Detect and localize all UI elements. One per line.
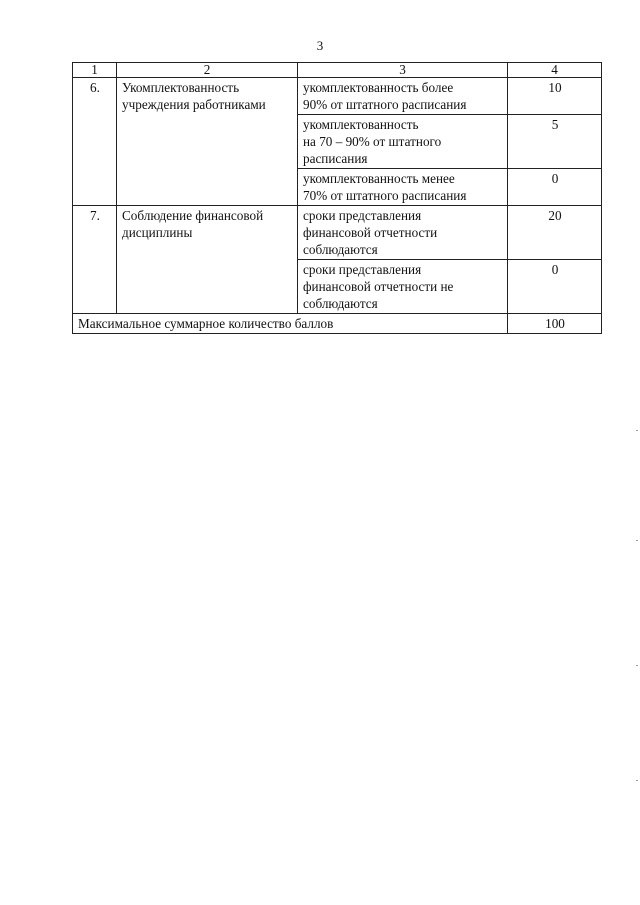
condition-score: 5 bbox=[508, 115, 602, 169]
row-number: 6. bbox=[73, 78, 117, 206]
header-col-1: 1 bbox=[73, 63, 117, 78]
header-col-2: 2 bbox=[117, 63, 298, 78]
criterion-name: Укомплектованность учреждения работниками bbox=[117, 78, 298, 206]
table-row bbox=[73, 206, 602, 260]
criteria-table bbox=[72, 62, 602, 334]
scan-edge-mark bbox=[636, 540, 638, 541]
header-col-3: 3 bbox=[298, 63, 508, 78]
table-row bbox=[73, 78, 602, 115]
page-number: 3 bbox=[316, 38, 324, 53]
scan-edge-mark bbox=[636, 780, 638, 781]
condition-score: 0 bbox=[508, 260, 602, 314]
scan-edge-mark bbox=[636, 430, 638, 431]
condition-text: укомплектованность более 90% от штатного расписания bbox=[298, 78, 508, 115]
table-header-row bbox=[73, 63, 602, 78]
header-col-4: 4 bbox=[508, 63, 602, 78]
condition-text: укомплектованность на 70 – 90% от штатного расписания bbox=[298, 115, 508, 169]
condition-score: 20 bbox=[508, 206, 602, 260]
condition-score: 10 bbox=[508, 78, 602, 115]
total-row bbox=[73, 314, 602, 334]
criterion-name: Соблюдение финансовой дисциплины bbox=[117, 206, 298, 314]
row-number: 7. bbox=[73, 206, 117, 314]
condition-score: 0 bbox=[508, 169, 602, 206]
total-score: 100 bbox=[508, 314, 602, 334]
condition-text: сроки представления финансовой отчетности не соблюдаются bbox=[298, 260, 508, 314]
scan-edge-mark bbox=[636, 665, 638, 666]
total-label: Максимальное суммарное количество баллов bbox=[73, 314, 508, 334]
condition-text: сроки представления финансовой отчетности соблюдаются bbox=[298, 206, 508, 260]
condition-text: укомплектованность менее 70% от штатного расписания bbox=[298, 169, 508, 206]
